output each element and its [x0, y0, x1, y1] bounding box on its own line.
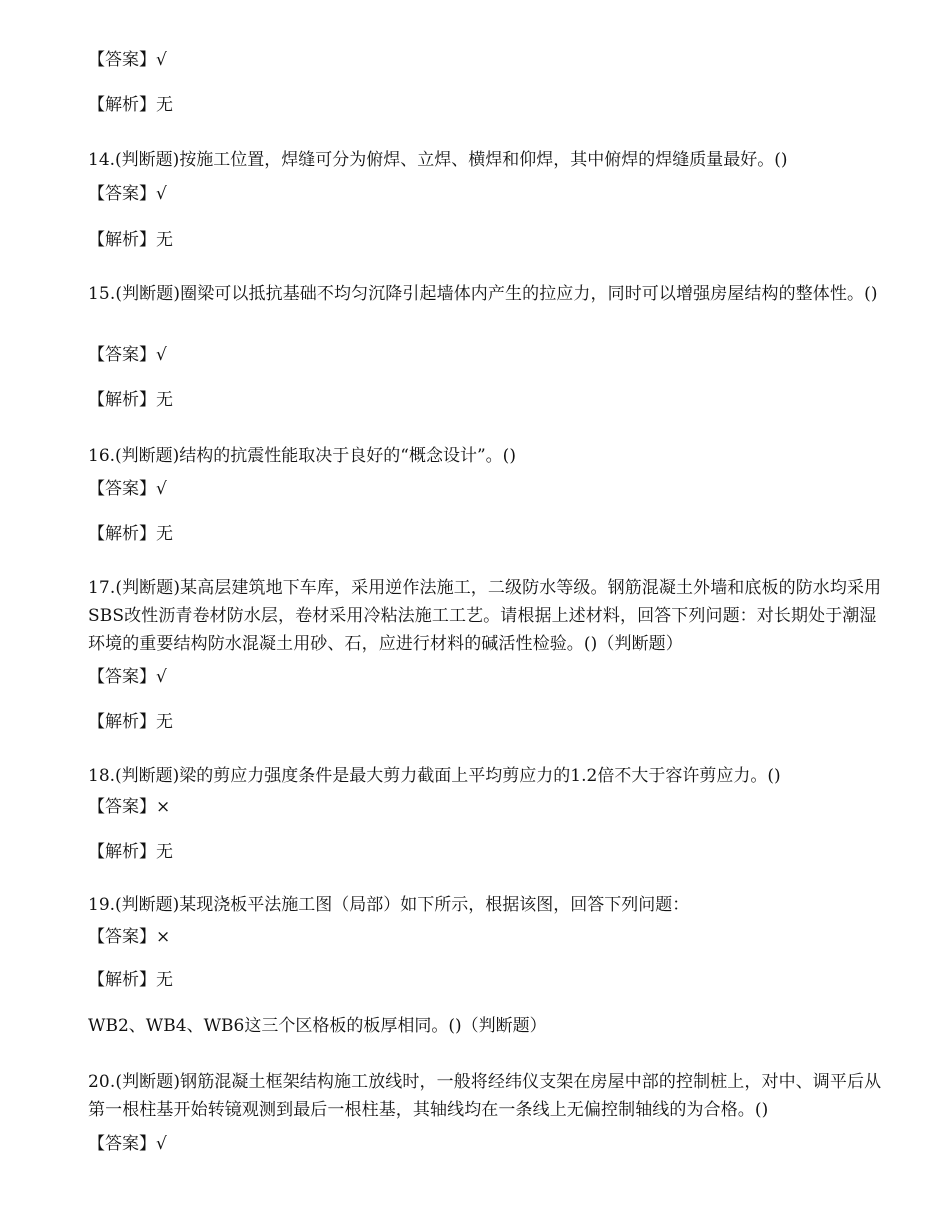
answer-line: 【答案】√ — [88, 667, 167, 687]
answer-line: 【答案】× — [88, 797, 171, 817]
question-17: 17.(判断题)某高层建筑地下车库，采用逆作法施工，二级防水等级。钢筋混凝土外墙和底板的防水均采用SBS改性沥青卷材防水层，卷材采用冷粘法施工工艺。请根据上述材料，回答下列问题：对长期处于潮湿环境的重要结构防水混凝土用砂、石，应进行材料的碱活性检验。()（判断题） — [88, 578, 882, 654]
analysis-line: 【解析】无 — [88, 842, 173, 862]
question-19: 19.(判断题)某现浇板平法施工图（局部）如下所示，根据该图，回答下列问题： — [88, 895, 690, 915]
question-16: 16.(判断题)结构的抗震性能取决于良好的“概念设计”。() — [88, 446, 516, 466]
question-14: 14.(判断题)按施工位置，焊缝可分为俯焊、立焊、横焊和仰焊，其中俯焊的焊缝质量最好。() — [88, 150, 788, 170]
question-20: 20.(判断题)钢筋混凝土框架结构施工放线时，一般将经纬仪支架在房屋中部的控制桩上，对中、调平后从第一根柱基开始转镜观测到最后一根柱基，其轴线均在一条线上无偏控制轴线的为合格。() — [88, 1072, 882, 1120]
analysis-line: 【解析】无 — [88, 712, 173, 732]
question-19-statement: WB2、WB4、WB6这三个区格板的板厚相同。()（判断题） — [88, 1016, 547, 1036]
analysis-line: 【解析】无 — [88, 95, 173, 115]
answer-line: 【答案】× — [88, 927, 171, 947]
answer-line: 【答案】√ — [88, 50, 167, 70]
question-15: 15.(判断题)圈梁可以抵抗基础不均匀沉降引起墙体内产生的拉应力，同时可以增强房屋结构的整体性。() — [88, 284, 878, 304]
answer-line: 【答案】√ — [88, 345, 167, 365]
answer-line: 【答案】√ — [88, 479, 167, 499]
analysis-line: 【解析】无 — [88, 524, 173, 544]
question-18: 18.(判断题)梁的剪应力强度条件是最大剪力截面上平均剪应力的1.2倍不大于容许剪应力。() — [88, 766, 781, 786]
analysis-line: 【解析】无 — [88, 390, 173, 410]
answer-line: 【答案】√ — [88, 1134, 167, 1154]
analysis-line: 【解析】无 — [88, 970, 173, 990]
analysis-line: 【解析】无 — [88, 230, 173, 250]
answer-line: 【答案】√ — [88, 184, 167, 204]
